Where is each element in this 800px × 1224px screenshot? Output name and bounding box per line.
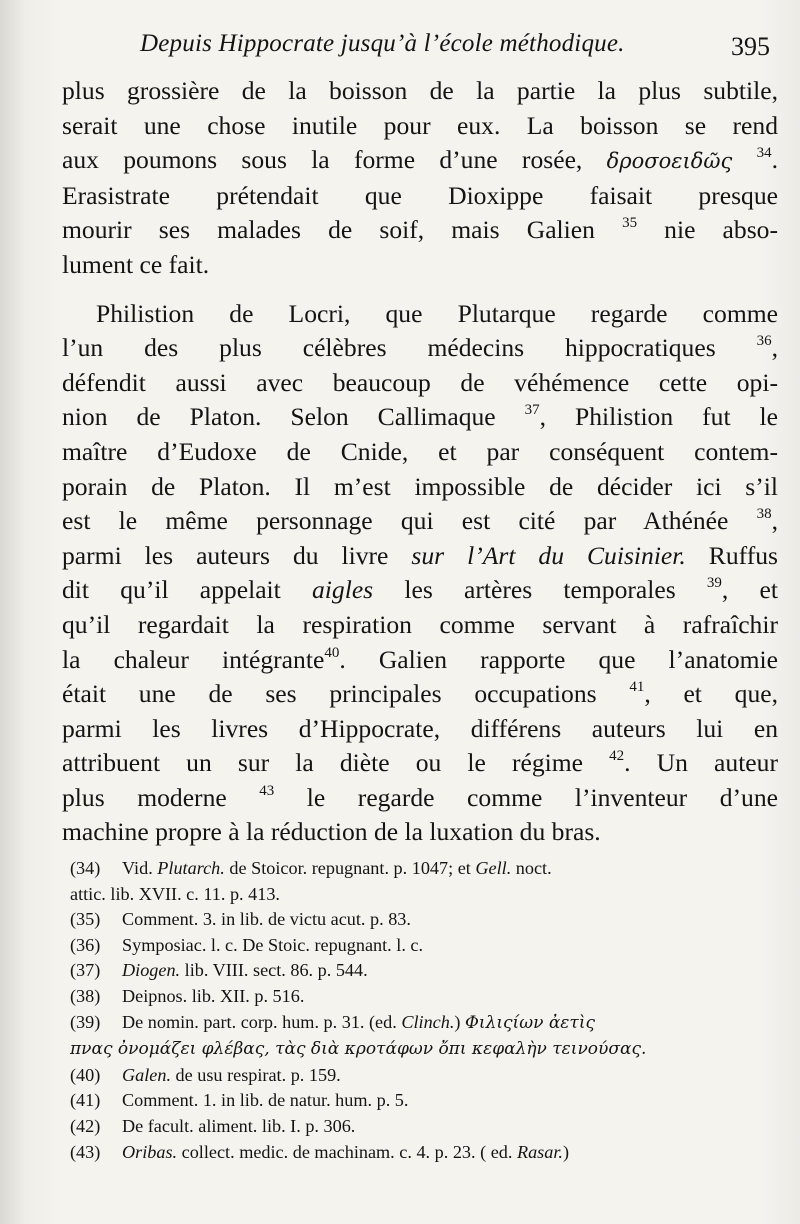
text-line: serait une chose inutile pour eux. La boisson se rend [62, 110, 778, 140]
greek-quote: Φιλιςίων ἀετὶς [464, 1012, 596, 1033]
footnote-40: (40) Galen. de usu respirat. p. 159. [70, 1064, 341, 1085]
note-ref: 39 [706, 575, 722, 592]
main-text [62, 74, 778, 850]
footnote-39-continued [70, 1036, 770, 1063]
text-line: parmi les livres d’Hippocrate, différens auteurs lui en [62, 713, 778, 743]
text-line: mourir ses malades de soif, mais Galien $^{35}$ nie abso- [62, 215, 778, 245]
text-line: aux poumons sous la forme d’une rosée, δροσοειδῶς $^{34}$. [62, 145, 778, 175]
text-line: nion de Platon. Selon Callimaque $^{37}$, Philistion fut le [62, 402, 779, 432]
note-ref: 43 [259, 782, 275, 799]
footnote-38: (38) Deipnos. lib. XII. p. 516. [70, 985, 305, 1006]
footnote-37: (37) Diogen. lib. VIII. sect. 86. p. 544. [70, 960, 368, 981]
text-line: maître d’Eudoxe de Cnide, et par conséquent contem- [62, 436, 778, 466]
note-ref: 38 [756, 506, 772, 523]
text-line: Erasistrate prétendait que Dioxippe faisait presque [62, 180, 778, 210]
text-line: plus moderne $^{43}$ le regarde comme l’inventeur d’une [62, 782, 778, 812]
text-line: porain de Platon. Il m’est impossible de décider ici s’il [62, 471, 778, 501]
note-ref: 36 [756, 333, 772, 350]
paragraph-2 [62, 297, 778, 851]
text-line: est le même personnage qui est cité par Athénée $^{38}$, [62, 506, 779, 536]
text-line: attribuent un sur la diète ou le régime $^{42}$. Un auteur [62, 748, 778, 778]
footnote-36: (36) Symposiac. l. c. De Stoic. repugnant. l. c. [70, 934, 424, 955]
text-line: la chaleur intégrante$^{40}$. Galien rapporte que l’anatomie [62, 644, 778, 674]
italic-title: sur l’Art du Cuisinier. [411, 540, 686, 570]
note-ref: 41 [629, 679, 645, 696]
text-line: défendit aussi avec beaucoup de véhémence cette opi- [62, 367, 778, 397]
footnote-39: (39) De nomin. part. corp. hum. p. 31. (ed. Clinch.) Φιλιςίων ἀετὶς [70, 1011, 596, 1033]
text-line: plus grossière de la boisson de la partie la plus subtile, [62, 76, 778, 105]
text-line: qu’il regardait la respiration comme servant à rafraîchir [62, 609, 778, 639]
italic-word: aigles [312, 575, 374, 605]
page-number: 395 [731, 32, 770, 61]
text-line: parmi les auteurs du livre sur l’Art du Cuisinier. Ruffus [62, 540, 779, 570]
note-ref: 35 [622, 215, 638, 232]
paragraph-1 [62, 74, 778, 283]
text-line: Philistion de Locri, que Plutarque regarde comme [96, 298, 778, 328]
greek-quote: πνας ὀνομάζει φλέβας, τὰς διὰ κροτάφων ὄπι κεφαλὴν τεινούσας. [70, 1039, 647, 1060]
note-ref: 40 [324, 644, 340, 661]
note-ref: 37 [524, 402, 540, 419]
text-line: était une de ses principales occupations $^{41}$, et que, [62, 679, 778, 709]
running-title: Depuis Hippocrate jusqu’à l’école méthodique. [140, 30, 625, 57]
text-line: l’un des plus célèbres médecins hippocratiques $^{36}$, [62, 333, 778, 363]
text-line: machine propre à la réduction de la luxation du bras. [62, 817, 601, 847]
text-line: lument ce fait. [62, 249, 210, 279]
note-ref: 42 [609, 748, 625, 765]
note-ref: 34 [756, 145, 772, 162]
footnote-34: (34) Vid. Plutarch. de Stoicor. repugnant. p. 1047; et Gell. noct. [70, 858, 552, 878]
footnotes [70, 856, 770, 1165]
page-header [140, 30, 770, 74]
footnote-35: (35) Comment. 3. in lib. de victu acut. p. 83. [70, 909, 411, 930]
footnote-43: (43) Oribas. collect. medic. de machinam. c. 4. p. 23. ( ed. Rasar.) [70, 1141, 570, 1162]
footnote-41: (41) Comment. 1. in lib. de natur. hum. p. 5. [70, 1090, 409, 1111]
greek-word: δροσοειδῶς [606, 149, 733, 174]
footnote-34-continued: attic. lib. XVII. c. 11. p. 413. [70, 883, 280, 904]
footnote-42: (42) De facult. aliment. lib. I. p. 306. [70, 1115, 356, 1136]
text-line: dit qu’il appelait aigles les artères temporales $^{39}$, et [62, 575, 778, 605]
